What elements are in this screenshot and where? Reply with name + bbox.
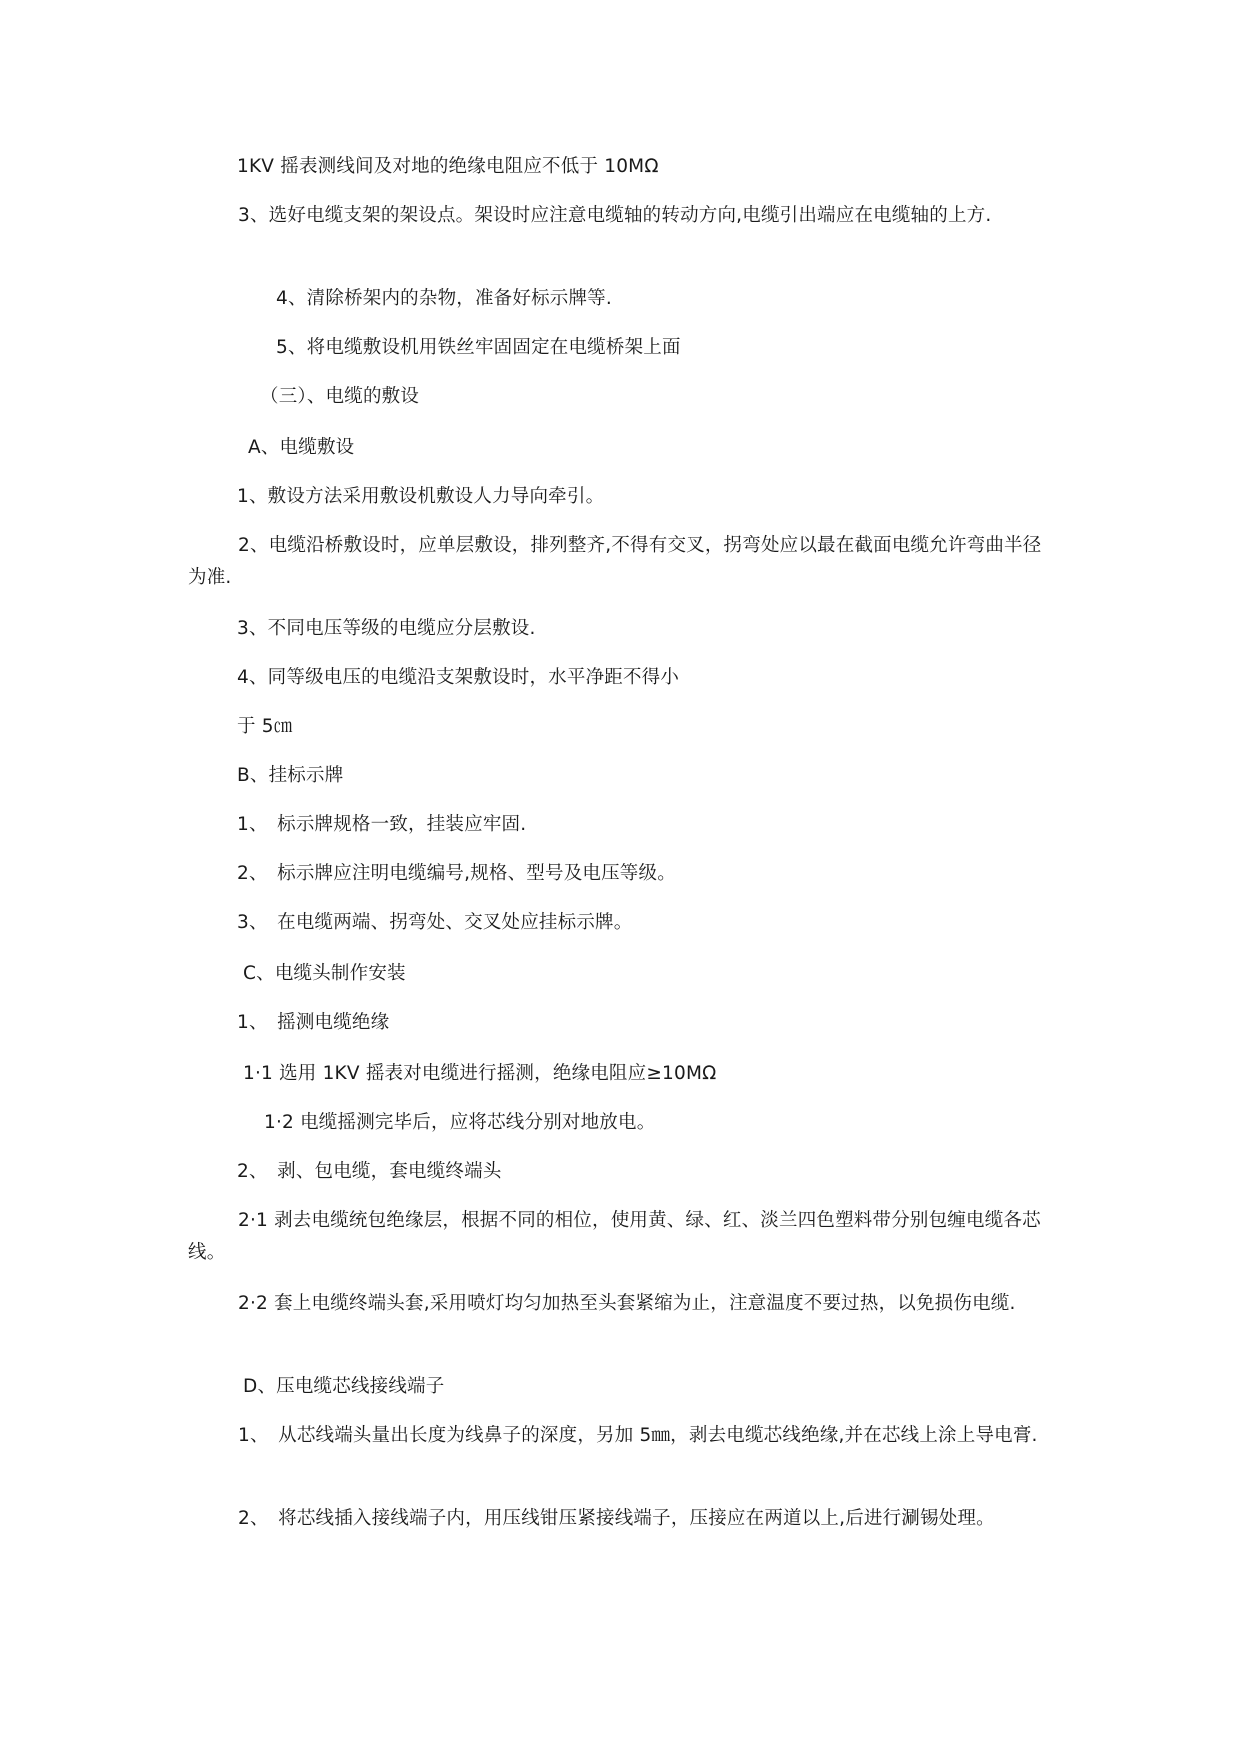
paragraph-c2-2: 2·2 套上电缆终端头套,采用喷灯均匀加热至头套紧缩为止，注意温度不要过热，以免损伤电缆. bbox=[238, 1293, 1016, 1314]
paragraph-a3: 3、不同电压等级的电缆应分层敷设. bbox=[237, 618, 536, 639]
section-heading-3: （三）、电缆的敷设 bbox=[260, 386, 420, 407]
paragraph-c1-1: 1·1 选用 1KV 摇表对电缆进行摇测，绝缘电阻应≥10MΩ bbox=[243, 1063, 717, 1084]
paragraph-step-4: 4、清除桥架内的杂物，准备好标示牌等. bbox=[276, 288, 612, 309]
paragraph-d2: 2、 将芯线插入接线端子内，用压线钳压紧接线端子，压接应在两道以上,后进行涮锡处理。 bbox=[238, 1508, 995, 1529]
paragraph-step-5: 5、将电缆敷设机用铁丝牢固固定在电缆桥架上面 bbox=[276, 337, 681, 358]
paragraph-a1: 1、敷设方法采用敷设机敷设人力导向牵引。 bbox=[237, 486, 605, 507]
paragraph-b1: 1、 标示牌规格一致，挂装应牢固. bbox=[237, 814, 527, 835]
paragraph-c2: 2、 剥、包电缆，套电缆终端头 bbox=[237, 1161, 502, 1182]
paragraph-c2-1: 2·1 剥去电缆统包绝缘层，根据不同的相位，使用黄、绿、红、淡兰四色塑料带分别包缠电缆各芯线。 bbox=[188, 1210, 1041, 1263]
paragraph-c1: 1、 摇测电缆绝缘 bbox=[237, 1012, 390, 1033]
paragraph-c1-2: 1·2 电缆摇测完毕后，应将芯线分别对地放电。 bbox=[264, 1112, 656, 1133]
subheading-a: A、电缆敷设 bbox=[248, 437, 355, 458]
paragraph-step-3: 3、选好电缆支架的架设点。架设时应注意电缆轴的转动方向,电缆引出端应在电缆轴的上方. bbox=[238, 205, 992, 226]
paragraph-a4-continued: 于 5㎝ bbox=[237, 716, 293, 737]
paragraph-insulation-test: 1KV 摇表测线间及对地的绝缘电阻应不低于 10MΩ bbox=[237, 156, 659, 177]
subheading-b: B、挂标示牌 bbox=[237, 765, 344, 786]
paragraph-a4: 4、同等级电压的电缆沿支架敷设时，水平净距不得小 bbox=[237, 667, 680, 688]
paragraph-b2: 2、 标示牌应注明电缆编号,规格、型号及电压等级。 bbox=[237, 863, 676, 884]
paragraph-d1: 1、 从芯线端头量出长度为线鼻子的深度，另加 5㎜，剥去电缆芯线绝缘,并在芯线上涂上导电膏. bbox=[238, 1425, 1038, 1446]
paragraph-b3: 3、 在电缆两端、拐弯处、交叉处应挂标示牌。 bbox=[237, 912, 633, 933]
subheading-c: C、电缆头制作安装 bbox=[243, 963, 406, 984]
paragraph-a2: 2、电缆沿桥敷设时，应单层敷设，排列整齐,不得有交叉，拐弯处应以最在截面电缆允许弯曲半径为准. bbox=[188, 535, 1042, 588]
subheading-d: D、压电缆芯线接线端子 bbox=[243, 1376, 445, 1397]
